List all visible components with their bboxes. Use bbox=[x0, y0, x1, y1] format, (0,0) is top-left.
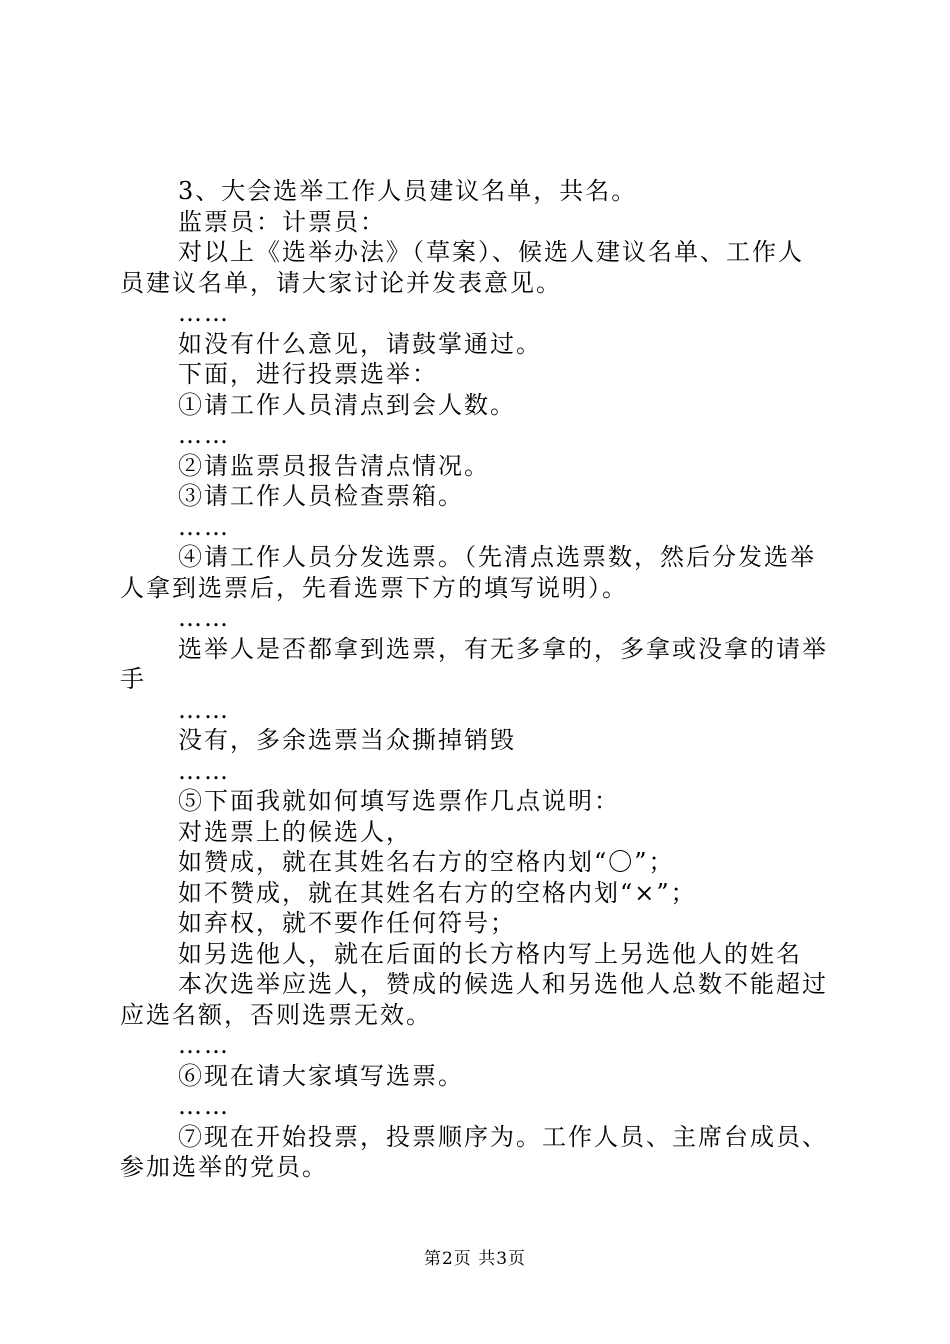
text-line: ②请监票员报告清点情况。 bbox=[178, 451, 490, 480]
text-line: …… bbox=[178, 1092, 230, 1120]
document-body bbox=[120, 176, 832, 1183]
text-line: 参加选举的党员。 bbox=[120, 1153, 328, 1181]
text-line: 如没有什么意见，请鼓掌通过。 bbox=[178, 329, 542, 358]
text-line: 人拿到选票后，先看选票下方的填写说明）。 bbox=[120, 573, 628, 602]
text-line: 如赞成，就在其姓名右方的空格内划“〇”； bbox=[178, 848, 675, 876]
text-line: 如另选他人，就在后面的长方格内写上另选他人的姓名 bbox=[178, 939, 802, 968]
page-footer: 第2页 共3页 bbox=[423, 1249, 527, 1269]
text-line: …… bbox=[178, 756, 230, 785]
text-line: 如弃权，就不要作任何符号； bbox=[178, 909, 516, 937]
text-line: 员建议名单，请大家讨论并发表意见。 bbox=[120, 268, 562, 297]
text-line: 下面，进行投票选举： bbox=[178, 360, 438, 388]
text-line: 监票员：计票员： bbox=[178, 207, 386, 236]
text-line: ④请工作人员分发选票。（先清点选票数，然后分发选举 bbox=[178, 543, 816, 571]
text-line: 如不赞成，就在其姓名右方的空格内划“×”； bbox=[178, 878, 697, 907]
text-line: 对以上《选举办法》（草案）、候选人建议名单、工作人 bbox=[178, 238, 804, 266]
text-line: ③请工作人员检查票箱。 bbox=[178, 482, 464, 510]
text-line: 对选票上的候选人， bbox=[178, 817, 412, 846]
text-line: ①请工作人员清点到会人数。 bbox=[178, 390, 516, 419]
text-line: …… bbox=[178, 299, 230, 327]
text-line: …… bbox=[178, 604, 230, 632]
text-line: …… bbox=[178, 1031, 230, 1059]
text-line: ⑥现在请大家填写选票。 bbox=[178, 1061, 464, 1090]
text-line: ⑤下面我就如何填写选票作几点说明： bbox=[178, 787, 620, 815]
text-line: …… bbox=[178, 512, 230, 541]
text-line: 手 bbox=[120, 665, 146, 693]
text-line: 本次选举应选人，赞成的候选人和另选他人总数不能超过 bbox=[178, 970, 828, 998]
text-line: 选举人是否都拿到选票，有无多拿的，多拿或没拿的请举 bbox=[178, 634, 828, 663]
text-line: ⑦现在开始投票，投票顺序为。工作人员、主席台成员、 bbox=[178, 1122, 828, 1151]
text-line: …… bbox=[178, 695, 230, 724]
text-line: 没有，多余选票当众撕掉销毁 bbox=[178, 726, 516, 754]
text-line: 3、大会选举工作人员建议名单，共名。 bbox=[178, 177, 638, 205]
text-line: 应选名额，否则选票无效。 bbox=[120, 1000, 432, 1029]
text-line: …… bbox=[178, 421, 230, 449]
